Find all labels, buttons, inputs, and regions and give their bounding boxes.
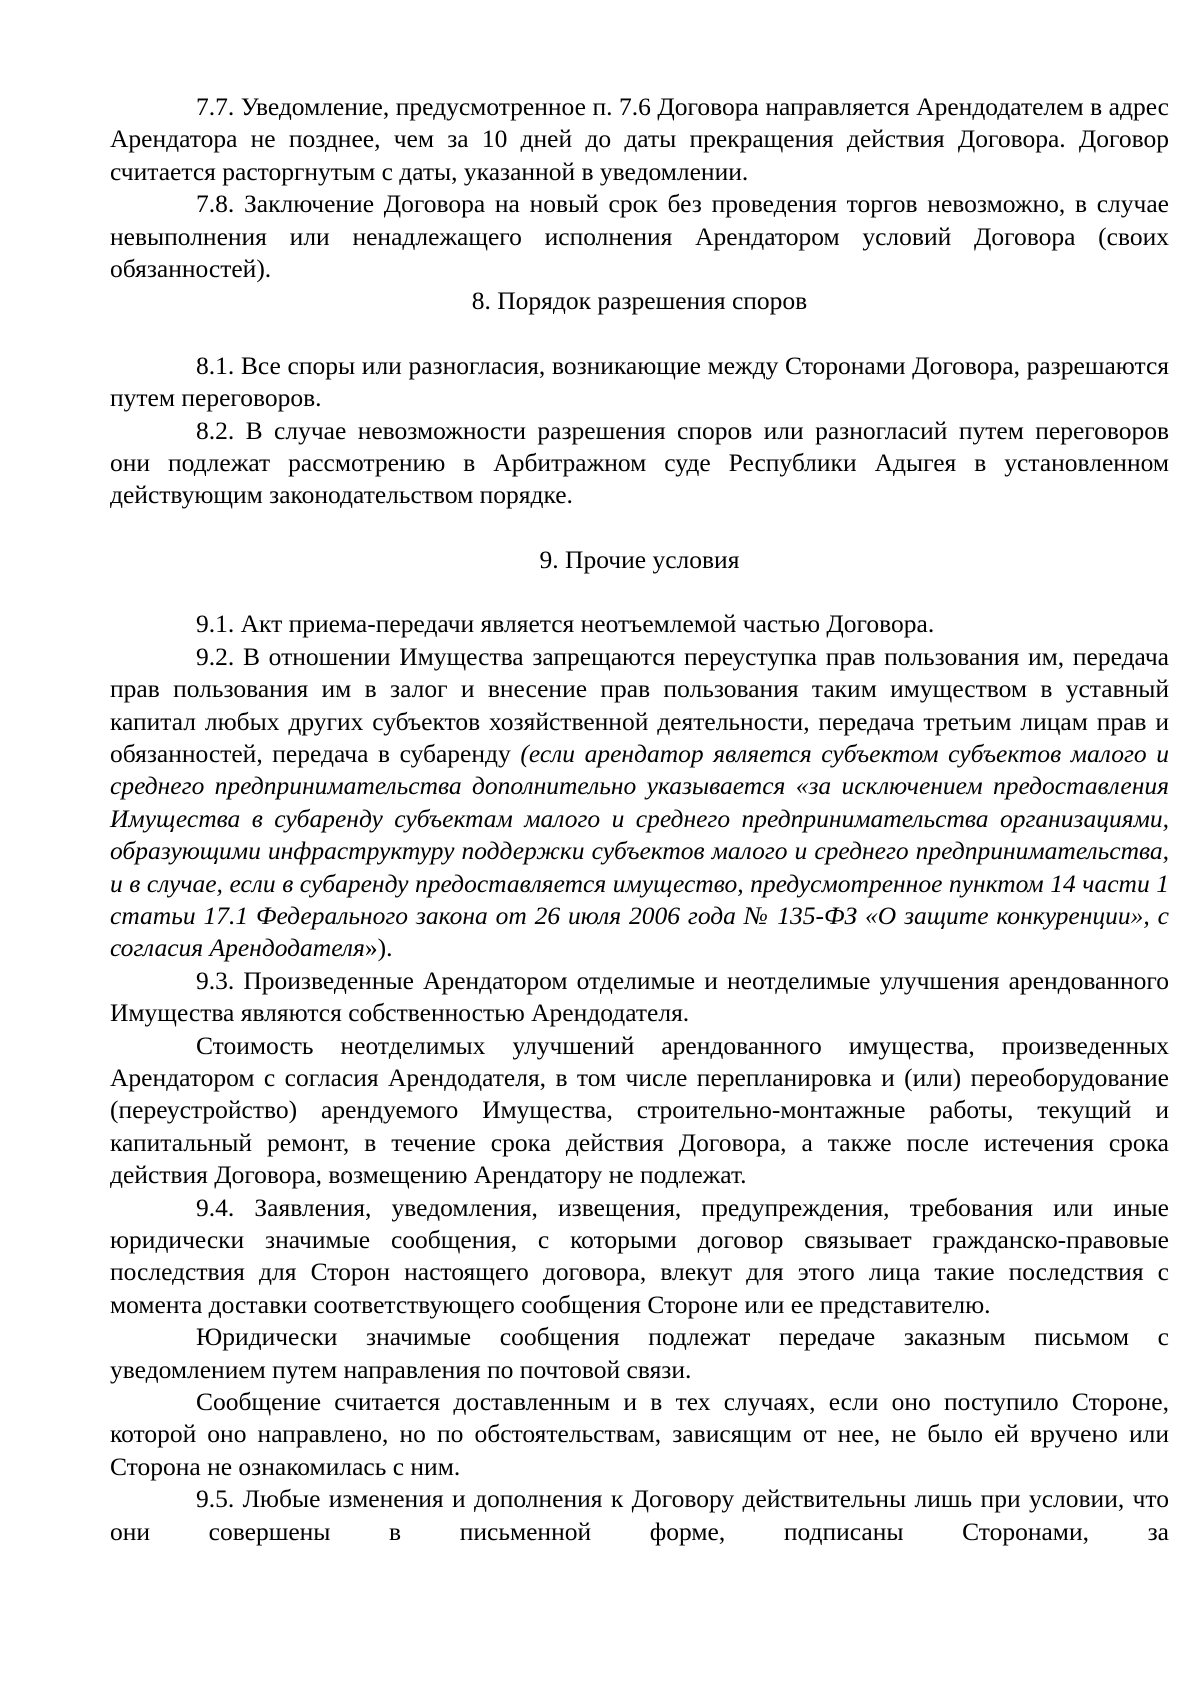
document-page	[110, 91, 1169, 1548]
clause-9-2-tail: »).	[364, 933, 393, 963]
clause-9-3: 9.3. Произведенные Арендатором отделимые и неотделимые улучшения арендованного Имущества являются собственностью Арендодателя.	[110, 965, 1169, 1028]
clause-8-1: 8.1. Все споры или разногласия, возникающие между Сторонами Договора, разрешаются путем переговоров.	[110, 350, 1169, 413]
clause-9-2	[110, 641, 1169, 965]
clause-9-4-delivery: Сообщение считается доставленным и в тех случаях, если оно поступило Стороне, которой оно направлено, но по обстоятельствам, зависящим от нее, не было ей вручено или Сторона не ознакомилась с ним.	[110, 1387, 1169, 1481]
clause-9-2-text: 9.2. В отношении Имущества запрещаются переуступка прав пользования им, передача прав пользования им в залог и внесение прав пользования таким имуществом в уставный капитал любых других субъектов хозяйственной деятельности, передача третьим лицам прав и обязанностей, передача в субаренду	[110, 641, 1169, 768]
clause-9-3-cost: Стоимость неотделимых улучшений арендованного имущества, произведенных Арендатором с согласия Арендодателя, в том числе перепланировка и (или) переоборудование (переустройство) арендуемого Имущества, строительно-монтажные работы, текущий и капитальный ремонт, в течение срока действия Договора, а также после истечения срока действия Договора, возмещению Арендатору не подлежат.	[110, 1030, 1169, 1190]
clause-8-2: 8.2. В случае невозможности разрешения споров или разногласий путем переговоров они подлежат рассмотрению в Арбитражном суде Республики Адыгея в установленном действующим законодательством порядке.	[110, 415, 1169, 510]
section-9-title: 9. Прочие условия	[539, 544, 740, 574]
clause-7-8: 7.8. Заключение Договора на новый срок без проведения торгов невозможно, в случае невыполнения или ненадлежащего исполнения Арендатором условий Договора (своих обязанностей).	[110, 189, 1169, 284]
clause-9-5: 9.5. Любые изменения и дополнения к Договору действительны лишь при условии, что они совершены в письменной форме, подписаны Сторонами, за	[110, 1484, 1169, 1546]
section-8-title: 8. Порядок разрешения споров	[471, 286, 808, 316]
clause-7-7: 7.7. Уведомление, предусмотренное п. 7.6 Договора направляется Арендодателем в адрес Арендатора не позднее, чем за 10 дней до даты прекращения действия Договора. Договор считается расторгнутым с даты, указанной в уведомлении.	[110, 92, 1169, 186]
clause-9-4-registered-mail: Юридически значимые сообщения подлежат передаче заказным письмом с уведомлением путем направления по почтовой связи.	[110, 1322, 1169, 1384]
clause-9-2-italic-note: (если арендатор является субъектом субъектов малого и среднего предпринимательства дополнительно указывается «за исключением предоставления Имущества в субаренду субъектам малого и среднего предпринимательства организациями, образующими инфраструктуру поддержки субъектов малого и среднего предпринимательства, и в случае, если в субаренду предоставляется имущество, предусмотренное пунктом 14 части 1 статьи 17.1 Федерального закона от 26 июля 2006 года № 135-ФЗ «О защите конкуренции», с согласия Арендодателя	[110, 738, 1170, 963]
clause-9-4: 9.4. Заявления, уведомления, извещения, предупреждения, требования или иные юридически значимые сообщения, с которыми договор связывает гражданско-правовые последствия для Сторон настоящего договора, влекут для этого лица такие последствия с момента доставки соответствующего сообщения Стороне или ее представителю.	[110, 1192, 1169, 1319]
clause-9-1: 9.1. Акт приема-передачи является неотъемлемой частью Договора.	[196, 609, 935, 639]
